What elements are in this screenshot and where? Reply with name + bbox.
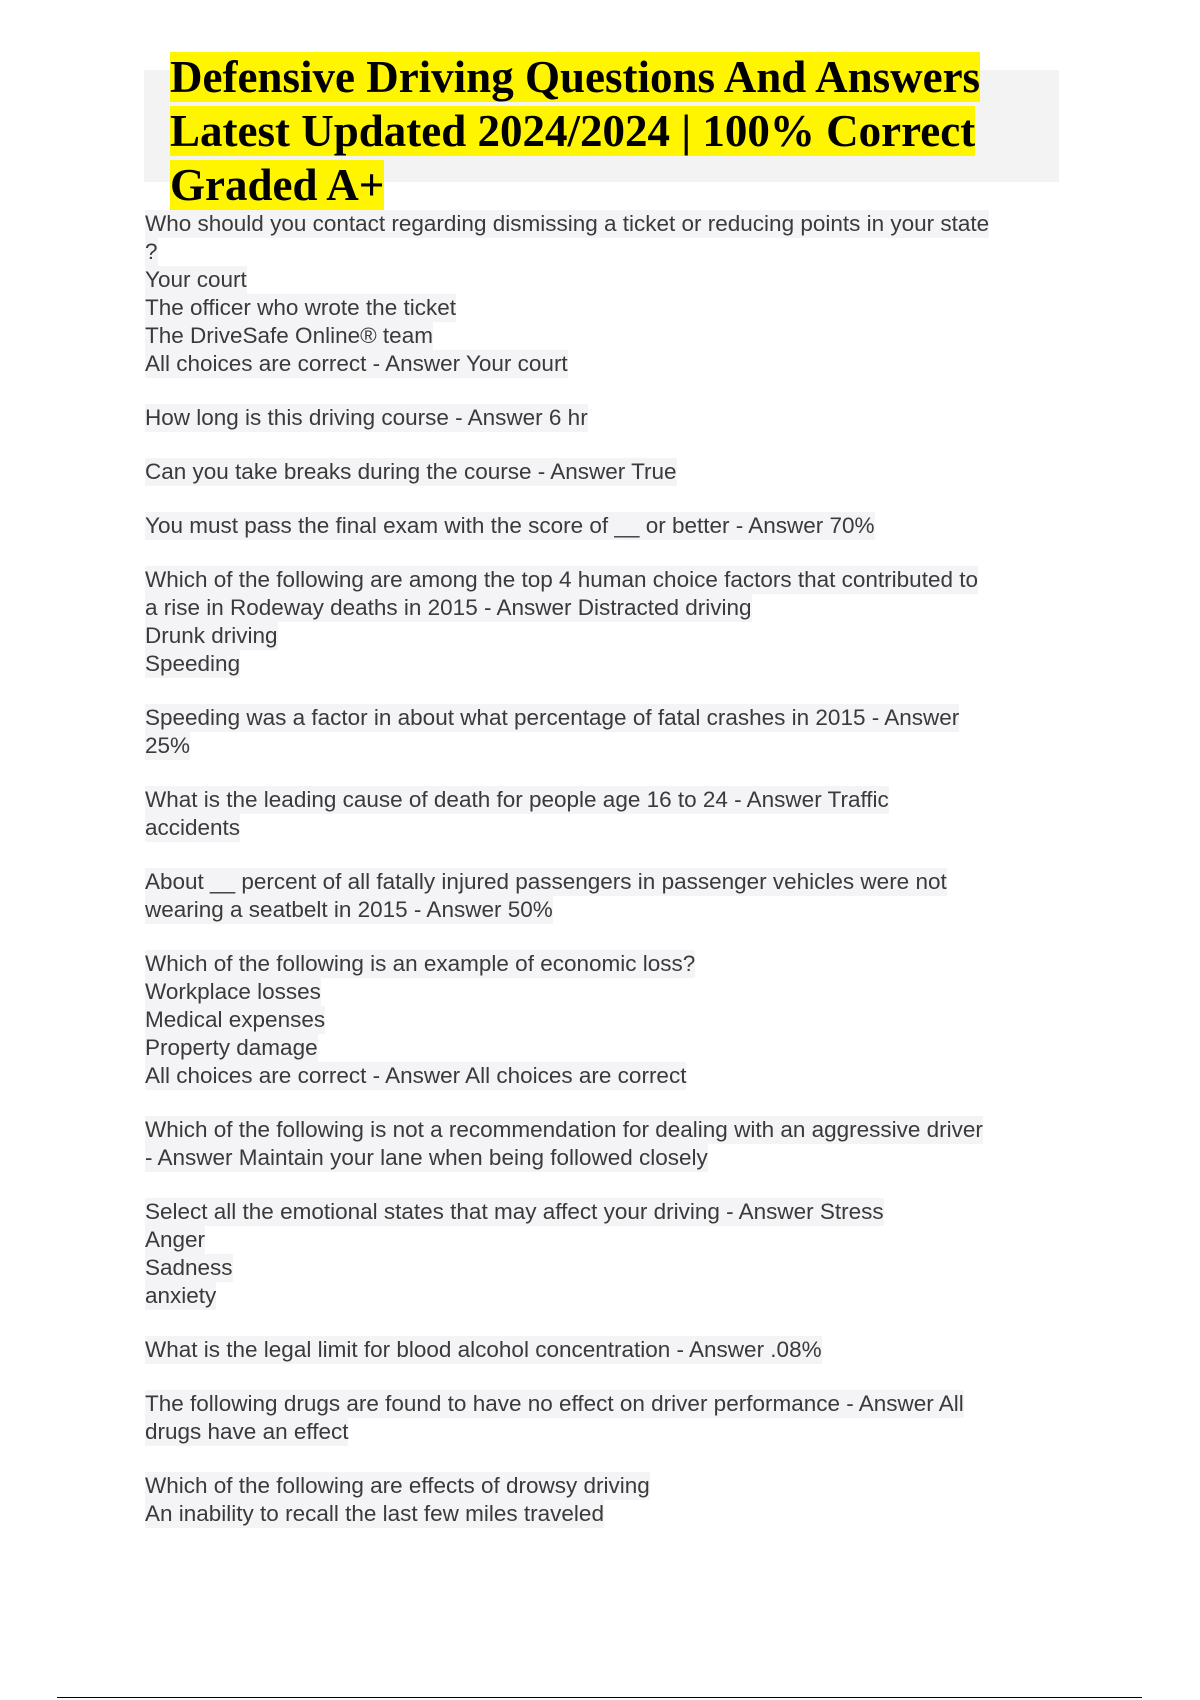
qa-line: wearing a seatbelt in 2015 - Answer 50% (145, 897, 553, 922)
qa-block (145, 786, 1065, 842)
block-spacer (145, 486, 1065, 512)
qa-list (145, 210, 1065, 1528)
qa-block (145, 1472, 1065, 1528)
qa-line: Which of the following are among the top 4 human choice factors that contributed to (145, 567, 978, 592)
qa-line: Drunk driving (145, 623, 278, 648)
qa-line: 25% (145, 733, 191, 758)
qa-line: drugs have an effect (145, 1419, 349, 1444)
qa-line: An inability to recall the last few miles traveled (145, 1501, 604, 1526)
qa-line: The officer who wrote the ticket (145, 295, 456, 320)
qa-line: Who should you contact regarding dismissing a ticket or reducing points in your state (145, 211, 990, 236)
block-spacer (145, 1364, 1065, 1390)
block-spacer (145, 760, 1065, 786)
qa-block (145, 458, 1065, 486)
qa-line: Which of the following is not a recommendation for dealing with an aggressive driver (145, 1117, 983, 1142)
qa-line: Property damage (145, 1035, 318, 1060)
block-spacer (145, 432, 1065, 458)
footer-divider (57, 1697, 1142, 1698)
qa-line: The following drugs are found to have no effect on driver performance - Answer All (145, 1391, 964, 1416)
qa-block (145, 512, 1065, 540)
qa-block (145, 704, 1065, 760)
block-spacer (145, 678, 1065, 704)
qa-line: What is the legal limit for blood alcohol concentration - Answer .08% (145, 1337, 822, 1362)
qa-line: a rise in Rodeway deaths in 2015 - Answer Distracted driving (145, 595, 752, 620)
qa-line: Which of the following are effects of drowsy driving (145, 1473, 650, 1498)
qa-line: All choices are correct - Answer Your court (145, 351, 568, 376)
qa-line: Speeding was a factor in about what percentage of fatal crashes in 2015 - Answer (145, 705, 960, 730)
block-spacer (145, 540, 1065, 566)
block-spacer (145, 842, 1065, 868)
qa-line: Medical expenses (145, 1007, 326, 1032)
block-spacer (145, 1172, 1065, 1198)
qa-line: About __ percent of all fatally injured passengers in passenger vehicles were not (145, 869, 947, 894)
qa-block (145, 1116, 1065, 1172)
qa-block (145, 404, 1065, 432)
qa-block (145, 950, 1065, 1090)
qa-line: Anger (145, 1227, 206, 1252)
qa-block (145, 1336, 1065, 1364)
document-title (170, 50, 1070, 212)
qa-line: anxiety (145, 1283, 217, 1308)
qa-line: Your court (145, 267, 247, 292)
qa-line: Select all the emotional states that may affect your driving - Answer Stress (145, 1199, 884, 1224)
qa-line: How long is this driving course - Answer 6 hr (145, 405, 588, 430)
qa-line: You must pass the final exam with the score of __ or better - Answer 70% (145, 513, 875, 538)
qa-line: All choices are correct - Answer All choices are correct (145, 1063, 687, 1088)
qa-line: Which of the following is an example of economic loss? (145, 951, 696, 976)
block-spacer (145, 1310, 1065, 1336)
qa-line: - Answer Maintain your lane when being followed closely (145, 1145, 708, 1170)
qa-block (145, 1390, 1065, 1446)
qa-block (145, 210, 1065, 378)
document-title-highlight: Defensive Driving Questions And Answers Latest Updated 2024/2024 | 100% Correct Graded A+ (170, 52, 981, 210)
qa-block (145, 1198, 1065, 1310)
qa-line: Sadness (145, 1255, 233, 1280)
qa-line: What is the leading cause of death for people age 16 to 24 - Answer Traffic (145, 787, 889, 812)
qa-line: The DriveSafe Online® team (145, 323, 433, 348)
qa-line: Speeding (145, 651, 241, 676)
block-spacer (145, 924, 1065, 950)
qa-line: ? (145, 239, 158, 264)
qa-line: Workplace losses (145, 979, 321, 1004)
qa-block (145, 868, 1065, 924)
qa-line: accidents (145, 815, 241, 840)
qa-line: Can you take breaks during the course - Answer True (145, 459, 677, 484)
qa-block (145, 566, 1065, 678)
block-spacer (145, 1446, 1065, 1472)
block-spacer (145, 378, 1065, 404)
block-spacer (145, 1090, 1065, 1116)
